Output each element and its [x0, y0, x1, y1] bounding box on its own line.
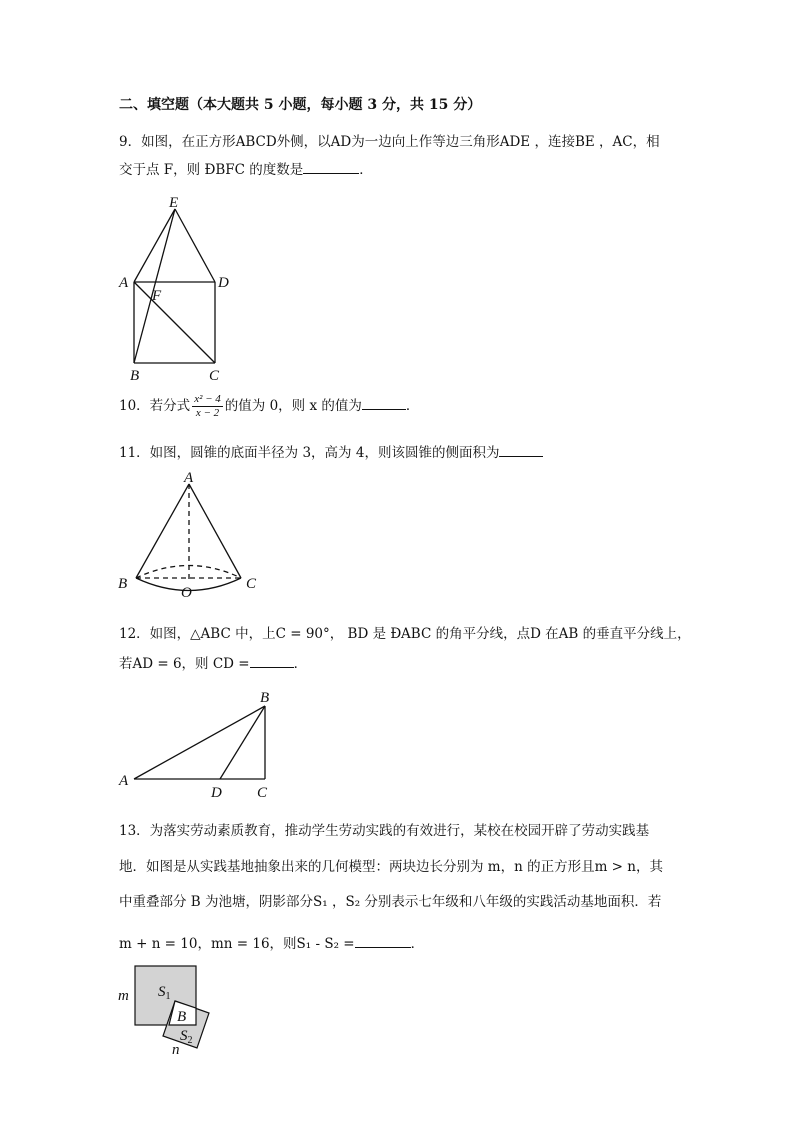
q12-figure	[110, 684, 285, 802]
q13-label-S1: $S_1$	[158, 984, 171, 1002]
q13-figure	[110, 958, 230, 1060]
q9-line2	[119, 158, 373, 178]
q10-pre: 10．若分式	[119, 398, 191, 414]
q12-answer-blank[interactable]	[250, 655, 294, 668]
q9-label-F: F	[152, 288, 162, 304]
q12-label-B: B	[260, 690, 270, 706]
q13-line4	[119, 932, 424, 952]
q13-line2: 地．如图是从实践基地抽象出来的几何模型：两块边长分别为 m，n 的正方形且m > n，其	[119, 859, 663, 875]
q11-answer-blank[interactable]	[499, 444, 543, 457]
q11-line	[119, 441, 543, 461]
q13-line1: 13．为落实劳动素质教育，推动学生劳动实践的有效进行，某校在校园开辟了劳动实践基	[119, 823, 650, 839]
q9-end: ．	[359, 162, 373, 178]
q9-answer-blank[interactable]	[303, 161, 359, 174]
q13-line3: 中重叠部分 B 为池塘，阴影部分S₁ ，S₂ 分别表示七年级和八年级的实践活动基地面积．若	[119, 894, 662, 910]
q10-end: ．	[405, 398, 420, 414]
q9-line2-text: 交于点 F，则 ÐBFC 的度数是	[119, 162, 304, 178]
q10-frac-denominator: x − 2	[195, 407, 220, 419]
q12-label-D: D	[211, 785, 222, 801]
q13-line4-text: m + n = 10，mn = 16，则S₁ - S₂ =	[119, 936, 355, 952]
q11-label-C: C	[246, 576, 257, 592]
q13-label-n: n	[172, 1042, 180, 1058]
q10-line	[119, 393, 419, 420]
q10-fraction	[192, 393, 223, 420]
q12-line2-text: 若AD = 6，则 CD =	[119, 656, 250, 672]
q12-line1: 12．如图，△ABC 中，上C = 90°， BD 是 ÐABC 的角平分线，点D 在AB 的垂直平分线上，	[119, 626, 691, 642]
q9-line1: 9．如图，在正方形ABCD外侧，以AD为一边向上作等边三角形ADE ，连接BE ，AC，相	[119, 134, 660, 150]
q12-label-A: A	[119, 773, 129, 789]
q11-label-A: A	[184, 470, 194, 486]
q9-label-B: B	[130, 368, 140, 384]
q9-label-E: E	[169, 195, 179, 211]
q9-label-C: C	[209, 368, 220, 384]
q9-label-A: A	[119, 275, 129, 291]
q13-label-m: m	[118, 988, 129, 1004]
q13-end: ．	[410, 936, 425, 952]
q12-line2	[119, 652, 307, 672]
q13-label-S2: $S_2$	[180, 1028, 193, 1046]
q10-frac-numerator: x² − 4	[194, 393, 221, 405]
q11-label-O: O	[181, 585, 192, 601]
q12-end: ．	[293, 656, 308, 672]
q13-label-B: B	[177, 1009, 187, 1025]
q13-answer-blank[interactable]	[355, 935, 411, 948]
q12-label-C: C	[257, 785, 268, 801]
q10-answer-blank[interactable]	[362, 397, 406, 410]
q11-label-B: B	[118, 576, 128, 592]
q9-figure	[110, 190, 250, 385]
section-title: 二、填空题（本大题共 5 小题，每小题 3 分，共 15 分）	[119, 97, 482, 113]
q11-text: 11．如图，圆锥的底面半径为 3，高为 4，则该圆锥的侧面积为	[119, 445, 500, 461]
q10-post: 的值为 0，则 x 的值为	[224, 398, 362, 414]
q11-figure	[110, 462, 270, 602]
q9-label-D: D	[218, 275, 229, 291]
